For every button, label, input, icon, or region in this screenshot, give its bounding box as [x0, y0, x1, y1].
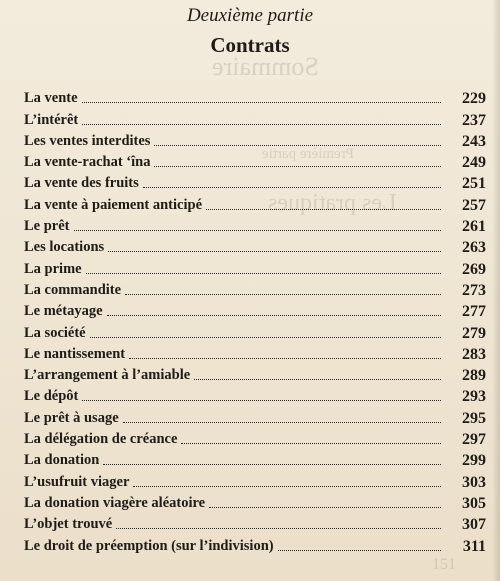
toc-entry[interactable]: [24, 363, 486, 384]
table-of-contents: [24, 86, 486, 555]
toc-entry-page-number: 295: [462, 409, 486, 427]
toc-entry-title: La délégation de créance: [24, 431, 178, 448]
dot-leader: [181, 443, 441, 444]
toc-entry[interactable]: [24, 214, 486, 235]
toc-entry-page-number: 273: [462, 281, 486, 299]
dot-leader: [125, 294, 441, 295]
dot-leader: [103, 464, 441, 465]
toc-entry[interactable]: [24, 427, 486, 448]
toc-entry-page-number: 261: [462, 218, 486, 236]
toc-entry-page-number: 311: [462, 537, 486, 555]
dot-leader: [74, 230, 442, 231]
toc-entry-title: La société: [24, 324, 86, 341]
toc-entry-page-number: 293: [462, 388, 486, 406]
toc-entry-title: La vente: [24, 90, 78, 107]
toc-entry[interactable]: [24, 107, 486, 128]
toc-entry-page-number: 257: [462, 196, 486, 214]
toc-entry[interactable]: [24, 86, 486, 107]
dot-leader: [90, 337, 441, 338]
toc-entry[interactable]: [24, 299, 486, 320]
toc-entry-title: La vente-rachat ‘îna: [24, 154, 151, 171]
toc-entry[interactable]: [24, 342, 486, 363]
dot-leader: [82, 124, 441, 125]
toc-entry-title: La donation viagère aléatoire: [24, 494, 206, 511]
toc-entry-page-number: 299: [462, 452, 486, 470]
toc-entry-page-number: 249: [462, 154, 486, 172]
dot-leader: [209, 507, 441, 508]
toc-entry-title: La vente à paiement anticipé: [24, 196, 203, 213]
toc-entry[interactable]: [24, 384, 486, 405]
toc-entry-title: La commandite: [24, 281, 122, 298]
toc-entry-title: Les locations: [24, 239, 105, 256]
toc-entry-page-number: 263: [462, 239, 486, 257]
toc-entry-title: La vente des fruits: [24, 175, 139, 192]
toc-entry-page-number: 277: [462, 303, 486, 321]
toc-entry[interactable]: [24, 512, 486, 533]
dot-leader: [107, 315, 441, 316]
toc-entry[interactable]: [24, 469, 486, 490]
toc-entry[interactable]: [24, 150, 486, 171]
toc-entry-page-number: 269: [462, 260, 486, 278]
toc-entry-page-number: 251: [462, 175, 486, 193]
toc-entry[interactable]: [24, 405, 486, 426]
toc-entry-title: L’arrangement à l’amiable: [24, 367, 191, 384]
dot-leader: [123, 422, 441, 423]
toc-entry[interactable]: [24, 448, 486, 469]
toc-entry[interactable]: [24, 235, 486, 256]
toc-entry-title: La donation: [24, 452, 100, 469]
toc-entry-title: Le métayage: [24, 303, 103, 320]
dot-leader: [154, 145, 441, 146]
toc-entry[interactable]: [24, 256, 486, 277]
dot-leader: [116, 528, 441, 529]
toc-entry[interactable]: [24, 491, 486, 512]
dot-leader: [82, 400, 441, 401]
dot-leader: [108, 251, 441, 252]
toc-entry[interactable]: [24, 320, 486, 341]
toc-entry-title: L’objet trouvé: [24, 516, 113, 533]
dot-leader: [154, 166, 441, 167]
page-edge-shadow: [492, 0, 500, 581]
dot-leader: [143, 187, 441, 188]
dot-leader: [194, 379, 441, 380]
toc-entry[interactable]: [24, 171, 486, 192]
toc-entry[interactable]: [24, 533, 486, 554]
toc-entry-page-number: 289: [462, 367, 486, 385]
section-title: Contrats: [210, 33, 290, 57]
part-label: Deuxième partie: [186, 5, 314, 26]
toc-entry-page-number: 305: [462, 494, 486, 512]
toc-entry-title: Les ventes interdites: [24, 132, 151, 149]
toc-entry-title: Le prêt: [24, 218, 70, 235]
page-header: [0, 5, 500, 57]
dot-leader: [129, 358, 441, 359]
bleed-through-heading: Les pratiques: [268, 190, 397, 216]
dot-leader: [86, 273, 441, 274]
toc-entry-title: L’usufruit viager: [24, 473, 130, 490]
dot-leader: [133, 486, 441, 487]
toc-entry[interactable]: [24, 278, 486, 299]
toc-entry-page-number: 283: [462, 345, 486, 363]
toc-entry-title: Le prêt à usage: [24, 409, 119, 426]
toc-entry-page-number: 307: [462, 516, 486, 534]
toc-entry-title: Le nantissement: [24, 345, 126, 362]
toc-entry-page-number: 243: [462, 132, 486, 150]
toc-entry-page-number: 229: [462, 90, 486, 108]
bleed-through-part: Première partie: [262, 146, 355, 162]
dot-leader: [206, 209, 441, 210]
toc-entry-title: Le dépôt: [24, 388, 79, 405]
toc-entry-title: Le droit de préemption (sur l’indivision): [24, 537, 274, 554]
toc-entry[interactable]: [24, 192, 486, 213]
dot-leader: [278, 550, 441, 551]
bleed-through-page-number: 151: [432, 556, 456, 573]
bleed-through-title: Sommaire: [212, 52, 319, 81]
toc-entry-title: L’intérêt: [24, 111, 79, 128]
toc-entry-title: La prime: [24, 260, 82, 277]
toc-entry-page-number: 279: [462, 324, 486, 342]
dot-leader: [82, 102, 441, 103]
toc-entry-page-number: 303: [462, 473, 486, 491]
toc-entry[interactable]: [24, 129, 486, 150]
toc-entry-page-number: 237: [462, 111, 486, 129]
toc-entry-page-number: 297: [462, 431, 486, 449]
